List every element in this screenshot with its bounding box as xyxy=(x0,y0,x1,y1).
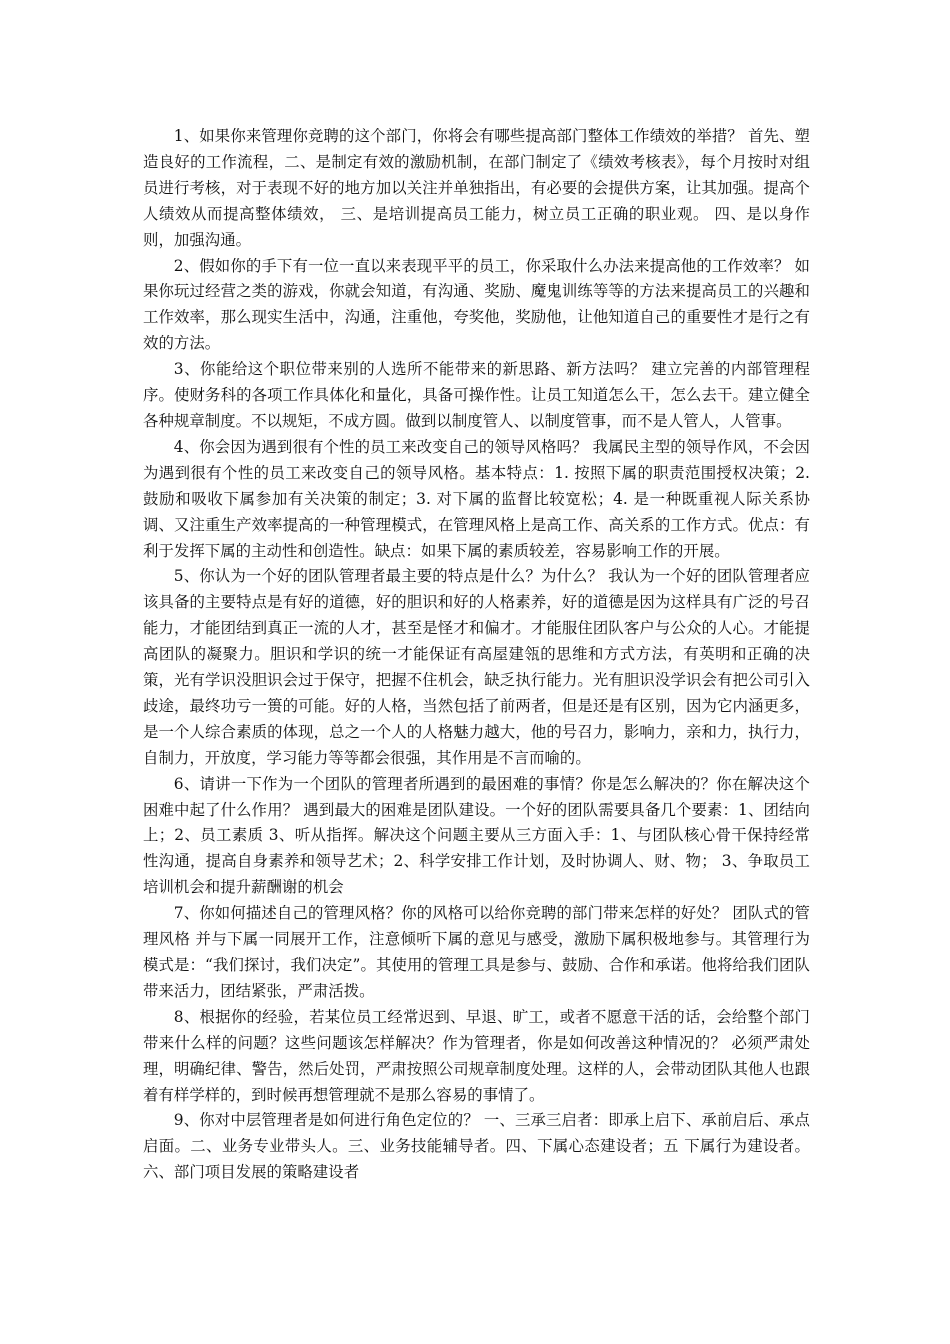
question-9-paragraph: 9、你对中层管理者是如何进行角色定位的？ 一、三承三启者：即承上启下、承前启后、承点启面。二、业务专业带头人。三、业务技能辅导者。四、下属心态建设者；五 下属行为建设者。 六、部门项目发展的策略建设者 xyxy=(143,1111,810,1182)
question-1-paragraph: 1、如果你来管理你竞聘的这个部门，你将会有哪些提高部门整体工作绩效的举措？ 首先、塑造良好的工作流程，二、是制定有效的激励机制，在部门制定了《绩效考核表》，每个月按时对组员进行考核，对于表现不好的地方加以关注并单独指出，有必要的会提供方案，让其加强。提高个人绩效从而提高整体绩效， 三、是培训提高员工能力，树立员工正确的职业观。 四、是以身作则，加强沟通。 xyxy=(143,127,810,249)
question-7-paragraph: 7、你如何描述自己的管理风格？你的风格可以给你竞聘的部门带来怎样的好处？ 团队式的管理风格 并与下属一同展开工作，注意倾听下属的意见与感受，激励下属积极地参与。其管理行为模式是：“我们探讨，我们决定”。其使用的管理工具是参与、鼓励、合作和承诺。他将给我们团队带来活力，团结紧张，严肃活拨。 xyxy=(143,904,810,1000)
question-4-paragraph: 4、你会因为遇到很有个性的员工来改变自己的领导风格吗？ 我属民主型的领导作风，不会因为遇到很有个性的员工来改变自己的领导风格。基本特点：1. 按照下属的职责范围授权决策；2. 鼓励和吸收下属参加有关决策的制定；3. 对下属的监督比较宽松；4. 是一种既重视人际关系协调、又注重生产效率提高的一种管理模式，在管理风格上是高工作、高关系的工作方式。优点：有利于发挥下属的主动性和创造性。缺点：如果下属的素质较差，容易影响工作的开展。 xyxy=(143,437,810,560)
question-2-paragraph: 2、假如你的手下有一位一直以来表现平平的员工，你采取什么办法来提高他的工作效率？ 如果你玩过经营之类的游戏，你就会知道，有沟通、奖励、魔鬼训练等等的方法来提高员工的兴趣和工作效率，那么现实生活中，沟通，注重他，夸奖他，奖励他，让他知道自己的重要性才是行之有效的方法。 xyxy=(143,256,810,353)
document-body xyxy=(143,124,810,1186)
question-5-paragraph: 5、你认为一个好的团队管理者最主要的特点是什么？为什么？ 我认为一个好的团队管理者应该具备的主要特点是有好的道德，好的胆识和好的人格素养，好的道德是因为这样具有广泛的号召能力，才能团结到真正一流的人才，甚至是怪才和偏才。才能服住团队客户与公众的人心。才能提高团队的凝聚力。胆识和学识的统一才能保证有高屋建瓴的思维和方式方法，有英明和正确的决策，光有学识没胆识会过于保守，把握不住机会，缺乏执行能力。光有胆识没学识会有把公司引入歧途，最终功亏一篑的可能。好的人格，当然包括了前两者，但是还是有区别，因为它内涵更多，是一个人综合素质的体现，总之一个人的人格魅力越大，他的号召力，影响力，亲和力，执行力，自制力，开放度，学习能力等等都会很强，其作用是不言而喻的。 xyxy=(143,567,810,767)
question-6-paragraph: 6、请讲一下作为一个团队的管理者所遇到的最困难的事情？你是怎么解决的？你在解决这个困难中起了什么作用？ 遇到最大的困难是团队建设。一个好的团队需要具备几个要素：1、团结向上；2、员工素质 3、听从指挥。解决这个问题主要从三方面入手：1、与团队核心骨干保持经常性沟通，提高自身素养和领导艺术；2、科学安排工作计划，及时协调人、财、物； 3、争取员工培训机会和提升薪酬谢的机会 xyxy=(143,774,810,897)
question-8-paragraph: 8、根据你的经验，若某位员工经常迟到、早退、旷工，或者不愿意干活的话，会给整个部门带来什么样的问题？这些问题该怎样解决？作为管理者，你是如何改善这种情况的？ 必须严肃处理，明确纪律、警告，然后处罚，严肃按照公司规章制度处理。这样的人，会带动团队其他人也跟着有样学样的，到时候再想管理就不是那么容易的事情了。 xyxy=(143,1007,810,1104)
question-3-paragraph: 3、你能给这个职位带来别的人选所不能带来的新思路、新方法吗？ 建立完善的内部管理程序。使财务科的各项工作具体化和量化，具备可操作性。让员工知道怎么干，怎么去干。建立健全各种规章制度。不以规矩，不成方圆。做到以制度管人、以制度管事，而不是人管人，人管事。 xyxy=(143,360,810,430)
